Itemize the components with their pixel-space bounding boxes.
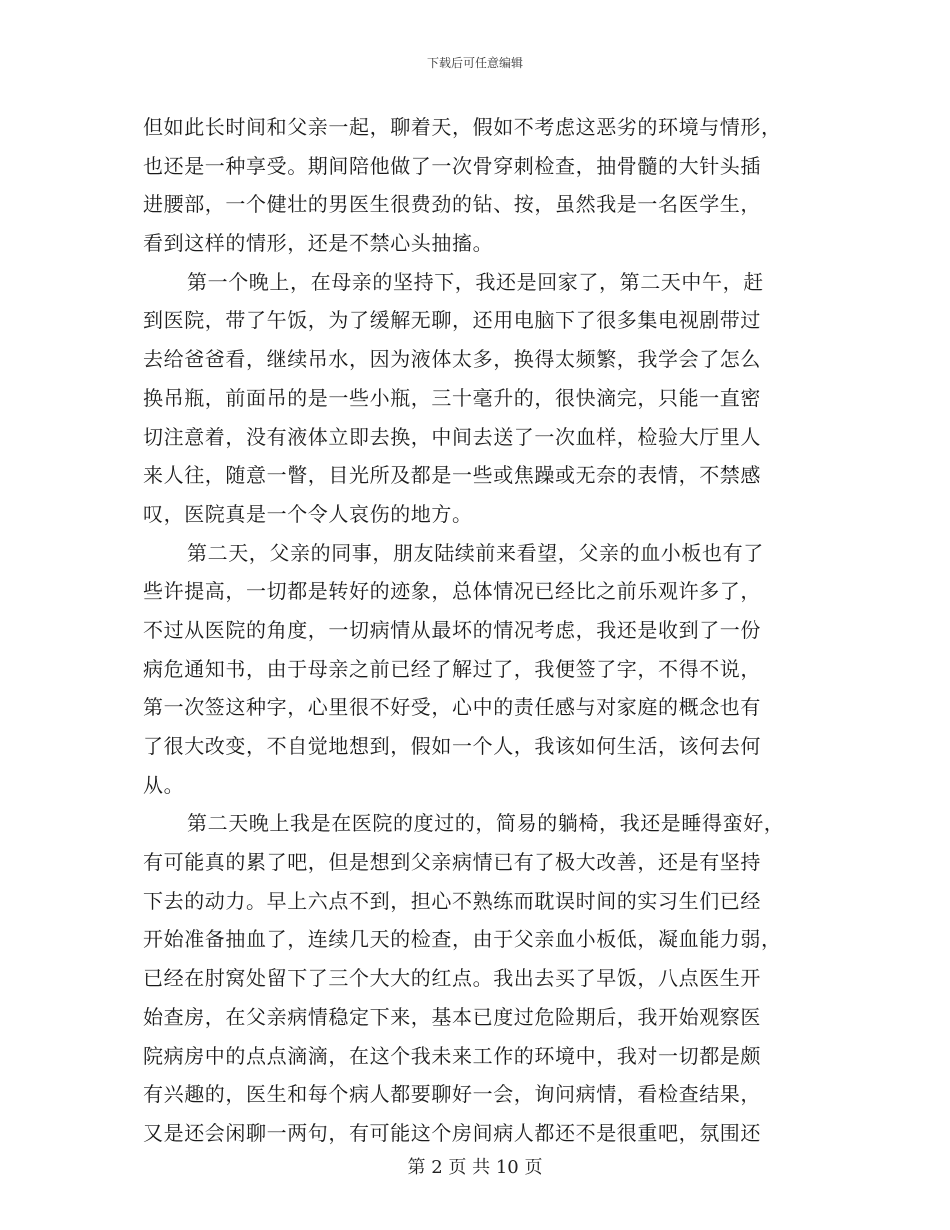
text-line: 病危通知书，由于母亲之前已经了解过了，我便签了字，不得不说，	[143, 656, 761, 681]
text-line: 有可能真的累了吧，但是想到父亲病情已有了极大改善，还是有坚持	[143, 850, 761, 875]
text-line: 不过从医院的角度，一切病情从最坏的情况考虑，我还是收到了一份	[143, 617, 761, 642]
text-line: 到医院，带了午饭，为了缓解无聊，还用电脑下了很多集电视剧带过	[143, 308, 761, 333]
text-line: 去给爸爸看，继续吊水，因为液体太多，换得太频繁，我学会了怎么	[143, 347, 761, 372]
text-line: 下去的动力。早上六点不到，担心不熟练而耽误时间的实习生们已经	[143, 888, 761, 913]
paragraph-first-line: 第二天，父亲的同事，朋友陆续前来看望，父亲的血小板也有了	[187, 540, 764, 565]
text-line: 第一次签这种字，心里很不好受，心中的责任感与对家庭的概念也有	[143, 695, 761, 720]
text-line: 院病房中的点点滴滴，在这个我未来工作的环境中，我对一切都是颇	[143, 1043, 761, 1068]
text-line: 又是还会闲聊一两句，有可能这个房间病人都还不是很重吧，氛围还	[143, 1120, 761, 1145]
text-line: 但如此长时间和父亲一起，聊着天，假如不考虑这恶劣的环境与情形，	[143, 115, 782, 139]
text-line: 叹，医院真是一个令人哀伤的地方。	[143, 501, 473, 526]
text-line: 些许提高，一切都是转好的迹象，总体情况已经比之前乐观许多了，	[143, 579, 761, 604]
text-line: 看到这样的情形，还是不禁心头抽搐。	[143, 231, 494, 256]
text-line: 了很大改变，不自觉地想到，假如一个人，我该如何生活，该何去何	[143, 734, 761, 758]
paragraph-first-line: 第二天晚上我是在医院的度过的，简易的躺椅，我还是睡得蛮好，	[187, 811, 785, 836]
text-line: 来人往，随意一瞥，目光所及都是一些或焦躁或无奈的表情，不禁感	[143, 463, 761, 488]
text-line: 换吊瓶，前面吊的是一些小瓶，三十毫升的，很快滴完，只能一直密	[143, 385, 761, 410]
text-line: 切注意着，没有液体立即去换，中间去送了一次血样，检验大厅里人	[143, 424, 761, 449]
paragraph-first-line: 第一个晚上，在母亲的坚持下，我还是回家了，第二天中午，赶	[187, 269, 764, 294]
text-line: 有兴趣的，医生和每个病人都要聊好一会，询问病情，看检查结果，	[143, 1082, 761, 1107]
text-line: 已经在肘窝处留下了三个大大的红点。我出去买了早饭，八点医生开	[143, 966, 761, 991]
text-line: 也还是一种享受。期间陪他做了一次骨穿刺检查，抽骨髓的大针头插	[143, 153, 761, 178]
page-footer: 第 2 页 共 10 页	[407, 1157, 543, 1178]
text-line: 从。	[143, 772, 185, 797]
document-body	[143, 108, 808, 1153]
text-line: 进腰部，一个健壮的男医生很费劲的钻、按，虽然我是一名医学生，	[143, 192, 761, 217]
page-header: 下载后可任意编辑	[426, 56, 523, 70]
text-line: 始查房，在父亲病情稳定下来，基本已度过危险期后，我开始观察医	[143, 1004, 761, 1029]
text-line: 开始准备抽血了，连续几天的检查，由于父亲血小板低，凝血能力弱，	[143, 927, 782, 952]
